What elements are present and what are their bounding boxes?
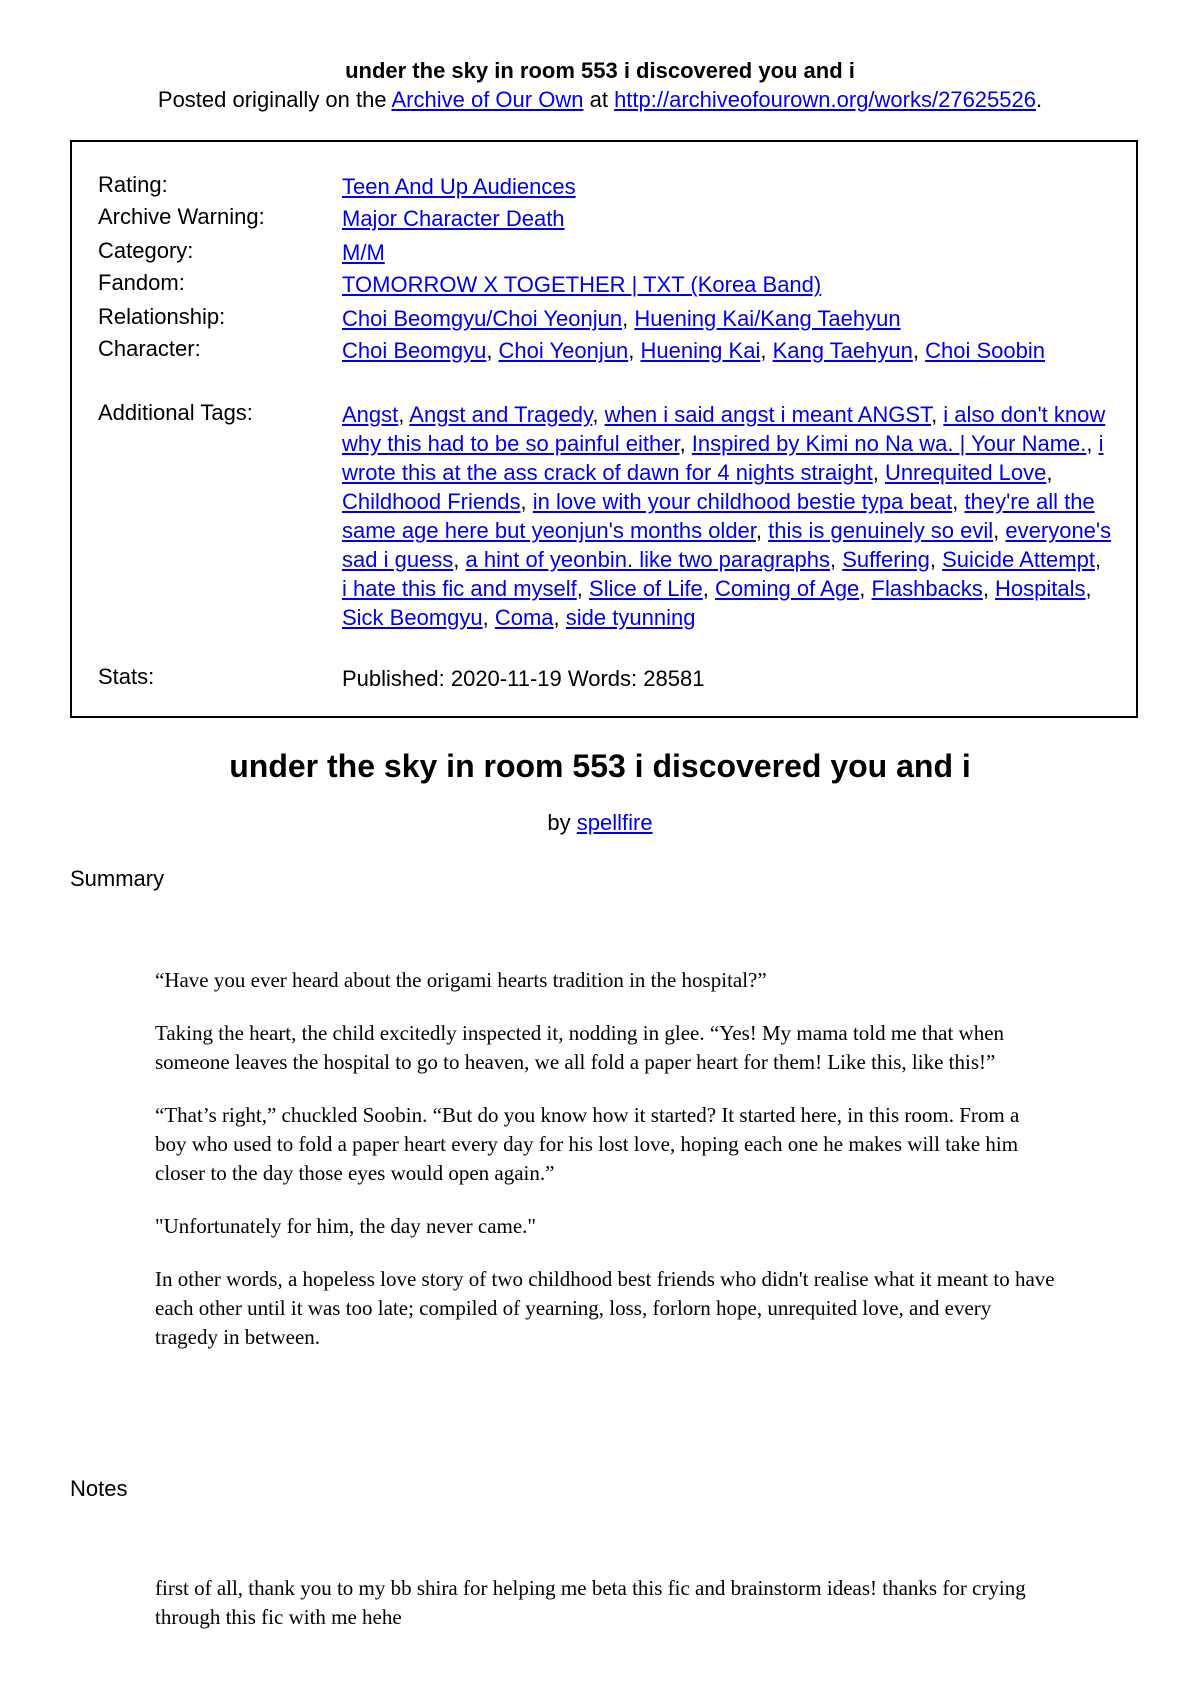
document-title: under the sky in room 553 i discovered you and i — [345, 58, 855, 83]
posted-prefix: Posted originally on the — [157, 87, 387, 112]
tags-list: Angst, Angst and Tragedy, when i said angst i meant ANGST, i also don't know why this had to be so painful either, Inspired by Kimi no Na wa. | Your Name., i wrote this at the ass crack of dawn for 4 nights straight, Unrequited Love, Childhood Friends, in love with your childhood bestie typa beat, they're all the same age here but yeonjun's months older, this is genuinely so evil, everyone's sad i guess, a hint of yeonbin. like two paragraphs, Suffering, Suicide Attempt, i hate this fic and myself, Slice of Life, Coming of Age, Flashbacks, Hospitals, Sick Beomgyu, Coma, side tyunning — [342, 402, 1112, 630]
tag-link[interactable]: everyone's sad i guess — [342, 518, 1112, 572]
tag-link[interactable]: Choi Beomgyu/Choi Yeonjun — [342, 306, 623, 331]
tag-link[interactable]: Slice of Life — [589, 576, 703, 601]
category-label: Category: — [98, 238, 194, 263]
tag-link[interactable]: Choi Soobin — [925, 338, 1045, 363]
tag-link[interactable]: side tyunning — [565, 605, 696, 630]
posted-period: . — [1035, 87, 1043, 112]
tag-link[interactable]: Angst and Tragedy — [409, 402, 593, 427]
tag-link[interactable]: Kang Taehyun — [772, 338, 913, 363]
tag-link[interactable]: Angst — [342, 402, 399, 427]
document-header — [0, 56, 1200, 114]
tag-link[interactable]: Huening Kai/Kang Taehyun — [634, 306, 901, 331]
tag-link[interactable]: Unrequited Love — [884, 460, 1047, 485]
posted-line — [0, 85, 1200, 114]
notes-body — [155, 1574, 1055, 1656]
tag-link[interactable]: Suicide Attempt — [942, 547, 1095, 572]
stats-label: Stats: — [98, 664, 155, 689]
stats-value: Published: 2020-11-19 Words: 28581 — [342, 666, 705, 691]
tag-link[interactable]: Childhood Friends — [342, 489, 521, 514]
paragraph: first of all, thank you to my bb shira for helping me beta this fic and brainstorm ideas! thanks for crying through this fic with me hehe — [155, 1576, 1026, 1629]
tag-link[interactable]: when i said angst i meant ANGST — [604, 402, 932, 427]
tag-link[interactable]: Hospitals — [995, 576, 1086, 601]
relationship-label: Relationship: — [98, 304, 226, 329]
by-text: by — [547, 810, 571, 835]
character-label: Character: — [98, 336, 201, 361]
summary-body — [155, 966, 1055, 1376]
warning-link[interactable]: Major Character Death — [342, 206, 565, 231]
tag-link[interactable]: i hate this fic and myself — [342, 576, 577, 601]
tag-link[interactable]: i also don't know why this had to be so painful either — [342, 402, 1106, 456]
tags-label: Additional Tags: — [98, 400, 253, 425]
tag-link[interactable]: Suffering — [842, 547, 930, 572]
paragraph: Taking the heart, the child excitedly inspected it, nodding in glee. “Yes! My mama told me that when someone leaves the hospital to go to heaven, we all fold a paper heart for them! Like this, like this!” — [155, 1021, 1005, 1074]
paragraph: "Unfortunately for him, the day never came." — [155, 1214, 537, 1238]
fandom-link[interactable]: TOMORROW X TOGETHER | TXT (Korea Band) — [342, 272, 822, 297]
tag-link[interactable]: Sick Beomgyu — [342, 605, 483, 630]
paragraph: “That’s right,” chuckled Soobin. “But do you know how it started? It started here, in this room. From a boy who used to fold a paper heart every day for his lost love, hoping each one he makes will take him closer to the day those eyes would open again.” — [155, 1103, 1020, 1185]
paragraph: In other words, a hopeless love story of two childhood best friends who didn't realise what it meant to have each other until it was too late; compiled of yearning, loss, forlorn hope, unrequited love, and every tragedy in between. — [155, 1267, 1055, 1349]
tag-link[interactable]: in love with your childhood bestie typa beat — [532, 489, 953, 514]
rating-link[interactable]: Teen And Up Audiences — [342, 174, 576, 199]
tag-link[interactable]: Coma — [494, 605, 554, 630]
tag-link[interactable]: Choi Yeonjun — [498, 338, 629, 363]
summary-heading: Summary — [70, 866, 165, 891]
warning-label: Archive Warning: — [98, 204, 265, 229]
posted-at: at — [589, 87, 608, 112]
fandom-label: Fandom: — [98, 270, 185, 295]
tag-link[interactable]: Choi Beomgyu — [342, 338, 487, 363]
tag-link[interactable]: Huening Kai — [640, 338, 761, 363]
tag-link[interactable]: they're all the same age here but yeonjun's months older — [342, 489, 1095, 543]
tag-link[interactable]: Coming of Age — [714, 576, 860, 601]
relationship-list: Choi Beomgyu/Choi Yeonjun, Huening Kai/Kang Taehyun — [342, 306, 901, 331]
metadata-box — [70, 140, 1138, 718]
rating-label: Rating: — [98, 172, 168, 197]
byline — [0, 810, 1200, 836]
paragraph: “Have you ever heard about the origami hearts tradition in the hospital?” — [155, 968, 767, 992]
tag-link[interactable]: this is genuinely so evil — [768, 518, 994, 543]
tag-link[interactable]: i wrote this at the ass crack of dawn for 4 nights straight — [342, 431, 1104, 485]
work-title: under the sky in room 553 i discovered you and i — [229, 748, 971, 784]
work-url-link[interactable]: http://archiveofourown.org/works/27625526 — [614, 87, 1036, 112]
tag-link[interactable]: Flashbacks — [871, 576, 983, 601]
character-list: Choi Beomgyu, Choi Yeonjun, Huening Kai, Kang Taehyun, Choi Soobin — [342, 338, 1045, 363]
tag-link[interactable]: a hint of yeonbin. like two paragraphs — [465, 547, 830, 572]
author-link[interactable]: spellfire — [576, 810, 653, 835]
category-link[interactable]: M/M — [342, 240, 385, 265]
tag-link[interactable]: Inspired by Kimi no Na wa. | Your Name. — [691, 431, 1087, 456]
notes-heading: Notes — [70, 1476, 128, 1501]
archive-link[interactable]: Archive of Our Own — [391, 87, 584, 112]
